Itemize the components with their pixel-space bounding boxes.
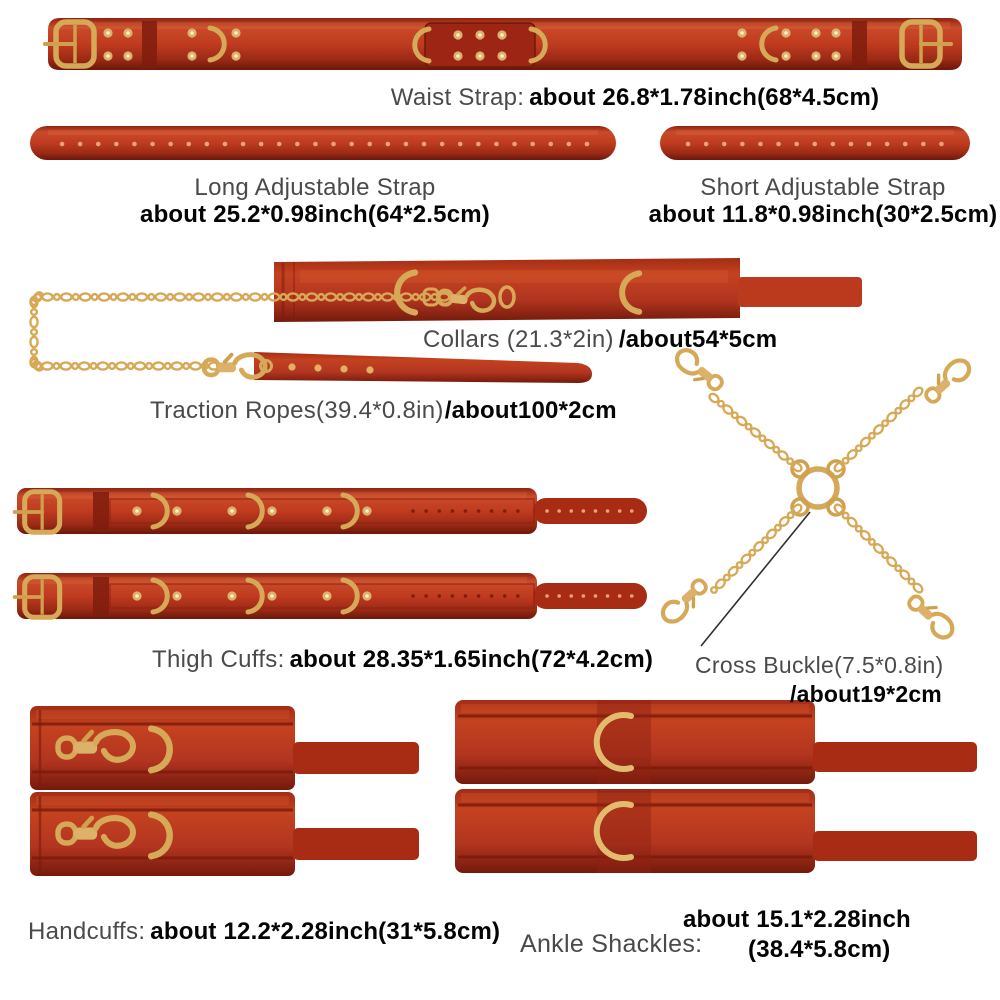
collar-label	[423, 326, 777, 354]
thigh-cuffs-label	[152, 646, 653, 674]
traction-rope-photo	[204, 352, 592, 383]
ankle-shackles-name: Ankle Shackles:	[520, 930, 703, 958]
ankle-shackles-dimensions-line2: (38.4*5.8cm)	[748, 936, 891, 963]
cross-buckle-photo	[659, 346, 973, 646]
cross-buckle-name: Cross Buckle(7.5*0.8in)	[695, 652, 944, 678]
collar-dimensions: /about54*5cm	[618, 326, 778, 353]
waist-strap-photo	[45, 18, 962, 70]
waist-strap-label	[270, 84, 1000, 112]
traction-rope-name: Traction Ropes(39.4*0.8in)	[150, 397, 444, 424]
handcuffs-dimensions: about 12.2*2.28inch(31*5.8cm)	[150, 918, 501, 945]
handcuff-photo	[30, 792, 419, 876]
long-strap-name: Long Adjustable Strap	[194, 174, 436, 201]
ankle-shackle-photo	[455, 789, 977, 873]
short-adjustable-strap-photo	[660, 126, 970, 160]
thigh-cuff-photo	[15, 573, 647, 619]
collar-name: Collars (21.3*2in)	[423, 326, 614, 353]
long-adjustable-strap-photo	[30, 126, 616, 160]
annotation-line	[701, 512, 810, 646]
waist-strap-name: Waist Strap:	[390, 84, 525, 111]
ankle-shackle-photo	[455, 700, 977, 784]
cross-buckle-dimensions: /about19*2cm	[790, 681, 942, 707]
handcuffs-label	[28, 918, 500, 946]
thigh-cuff-photo	[15, 488, 647, 534]
snap-hook-hardware	[921, 356, 973, 406]
thigh-cuffs-name: Thigh Cuffs:	[152, 646, 285, 673]
waist-strap-dimensions: about 26.8*1.78inch(68*4.5cm)	[529, 84, 880, 111]
long-strap-dimensions: about 25.2*0.98inch(64*2.5cm)	[140, 201, 490, 228]
short-strap-dimensions: about 11.8*0.98inch(30*2.5cm)	[648, 201, 998, 228]
collar-photo	[274, 258, 862, 322]
snap-hook-hardware	[905, 591, 957, 642]
traction-rope-dimensions: /about100*2cm	[444, 397, 617, 424]
thigh-cuffs-dimensions: about 28.35*1.65inch(72*4.2cm)	[289, 646, 654, 673]
snap-hook-hardware	[659, 576, 711, 626]
ankle-shackles-dimensions-line1: about 15.1*2.28inch	[683, 906, 911, 933]
traction-rope-label	[150, 397, 617, 425]
handcuff-photo	[30, 706, 419, 790]
short-strap-name: Short Adjustable Strap	[700, 174, 946, 201]
handcuffs-name: Handcuffs:	[28, 918, 146, 945]
